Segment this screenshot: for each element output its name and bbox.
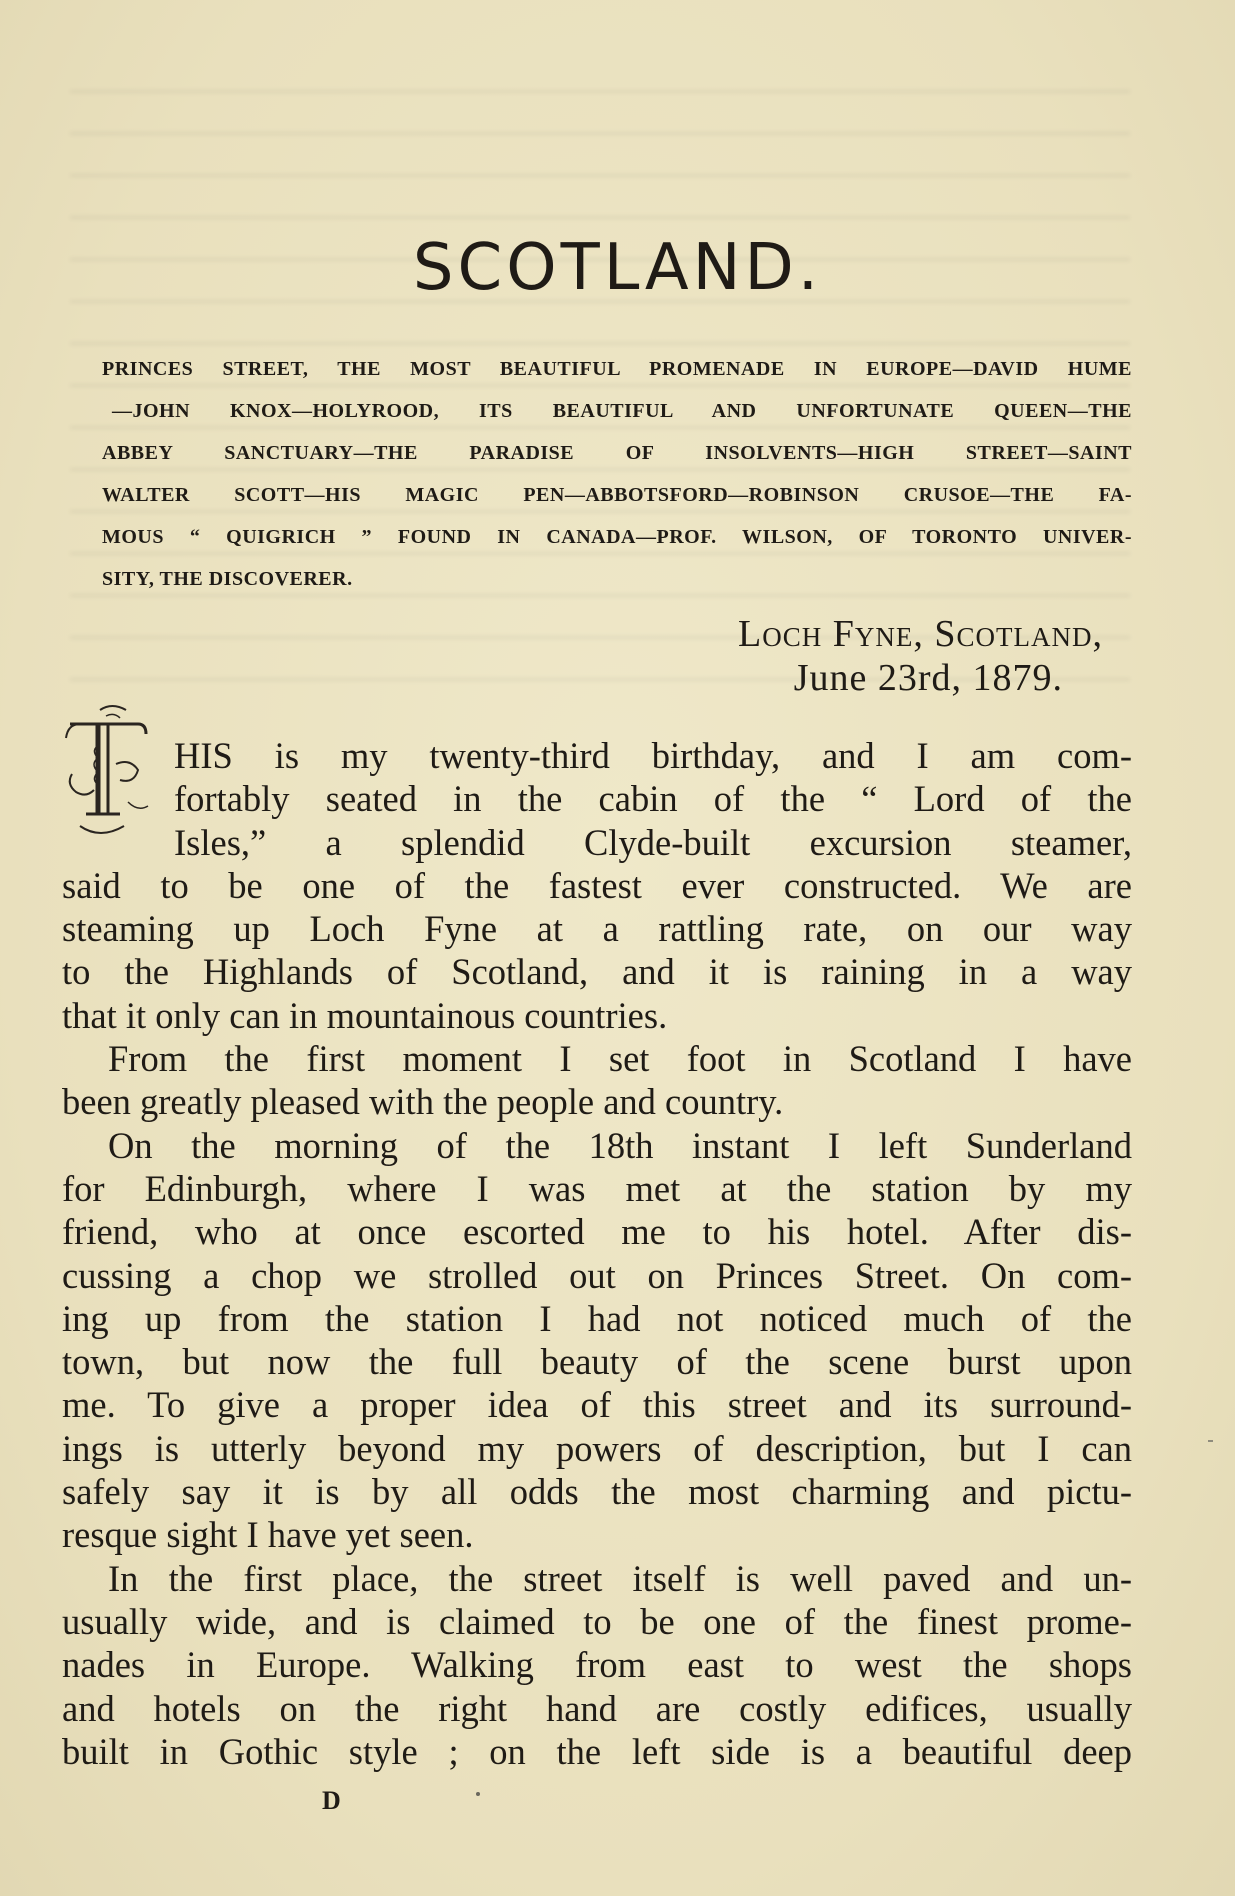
body-line: ing up from the station I had not noticed much of the xyxy=(62,1297,1132,1339)
signature-mark: D xyxy=(322,1786,342,1815)
body-line: ings is utterly beyond my powers of description, but I can xyxy=(62,1427,1132,1469)
synopsis-line: PRINCES STREET, THE MOST BEAUTIFUL PROMENADE IN EUROPE—DAVID HUME xyxy=(102,358,1132,380)
body-line: usually wide, and is claimed to be one of the finest prome- xyxy=(62,1600,1132,1642)
body-line: to the Highlands of Scotland, and it is raining in a way xyxy=(62,951,1132,993)
body-line: that it only can in mountainous countries. xyxy=(62,994,668,1036)
body-line: town, but now the full beauty of the scene burst upon xyxy=(62,1341,1132,1383)
body-line: On the morning of the 18th instant I left Sunderland xyxy=(108,1124,1132,1166)
body-line: built in Gothic style ; on the left side is a beautiful deep xyxy=(62,1730,1132,1772)
print-speck xyxy=(1208,1440,1213,1442)
synopsis-line: SITY, THE DISCOVERER. xyxy=(102,568,353,590)
body-line: In the first place, the street itself is well paved and un- xyxy=(108,1557,1132,1599)
print-speck xyxy=(476,1792,480,1796)
body-line: for Edinburgh, where I was met at the station by my xyxy=(62,1167,1132,1209)
body-text xyxy=(62,734,1132,1773)
synopsis-line: ABBEY SANCTUARY—THE PARADISE OF INSOLVENTS—HIGH STREET—SAINT xyxy=(102,442,1132,464)
body-line: Isles,” a splendid Clyde-built excursion steamer, xyxy=(174,821,1132,863)
synopsis-line: —JOHN KNOX—HOLYROOD, ITS BEAUTIFUL AND UNFORTUNATE QUEEN—THE xyxy=(112,400,1132,422)
body-line: me. To give a proper idea of this street and its surround- xyxy=(62,1384,1132,1426)
body-line: safely say it is by all odds the most charming and pictu- xyxy=(62,1471,1132,1513)
body-line: said to be one of the fastest ever constructed. We are xyxy=(62,864,1132,906)
body-line: From the first moment I set foot in Scotland I have xyxy=(108,1038,1132,1080)
chapter-title: SCOTLAND. xyxy=(412,231,823,305)
body-line: cussing a chop we strolled out on Princes Street. On com- xyxy=(62,1254,1132,1296)
dateline-date: June 23rd, 1879. xyxy=(793,657,1063,699)
body-line: HIS is my twenty-third birthday, and I am com- xyxy=(174,735,1132,776)
chapter-synopsis xyxy=(102,348,1132,600)
dateline xyxy=(738,612,1103,700)
body-line: nades in Europe. Walking from east to west the shops xyxy=(62,1644,1132,1686)
dateline-place: Loch Fyne, Scotland, xyxy=(738,613,1103,655)
body-line: friend, who at once escorted me to his hotel. After dis- xyxy=(62,1211,1132,1253)
body-line: been greatly pleased with the people and country. xyxy=(62,1081,784,1123)
body-line: fortably seated in the cabin of the “ Lord of the xyxy=(174,778,1132,820)
body-line: resque sight I have yet seen. xyxy=(62,1514,474,1556)
body-line: steaming up Loch Fyne at a rattling rate, on our way xyxy=(62,908,1132,950)
synopsis-line: WALTER SCOTT—HIS MAGIC PEN—ABBOTSFORD—ROBINSON CRUSOE—THE FA- xyxy=(102,484,1132,506)
synopsis-line: MOUS “ QUIGRICH ” FOUND IN CANADA—PROF. WILSON, OF TORONTO UNIVER- xyxy=(102,526,1132,548)
body-line: and hotels on the right hand are costly edifices, usually xyxy=(62,1687,1132,1729)
